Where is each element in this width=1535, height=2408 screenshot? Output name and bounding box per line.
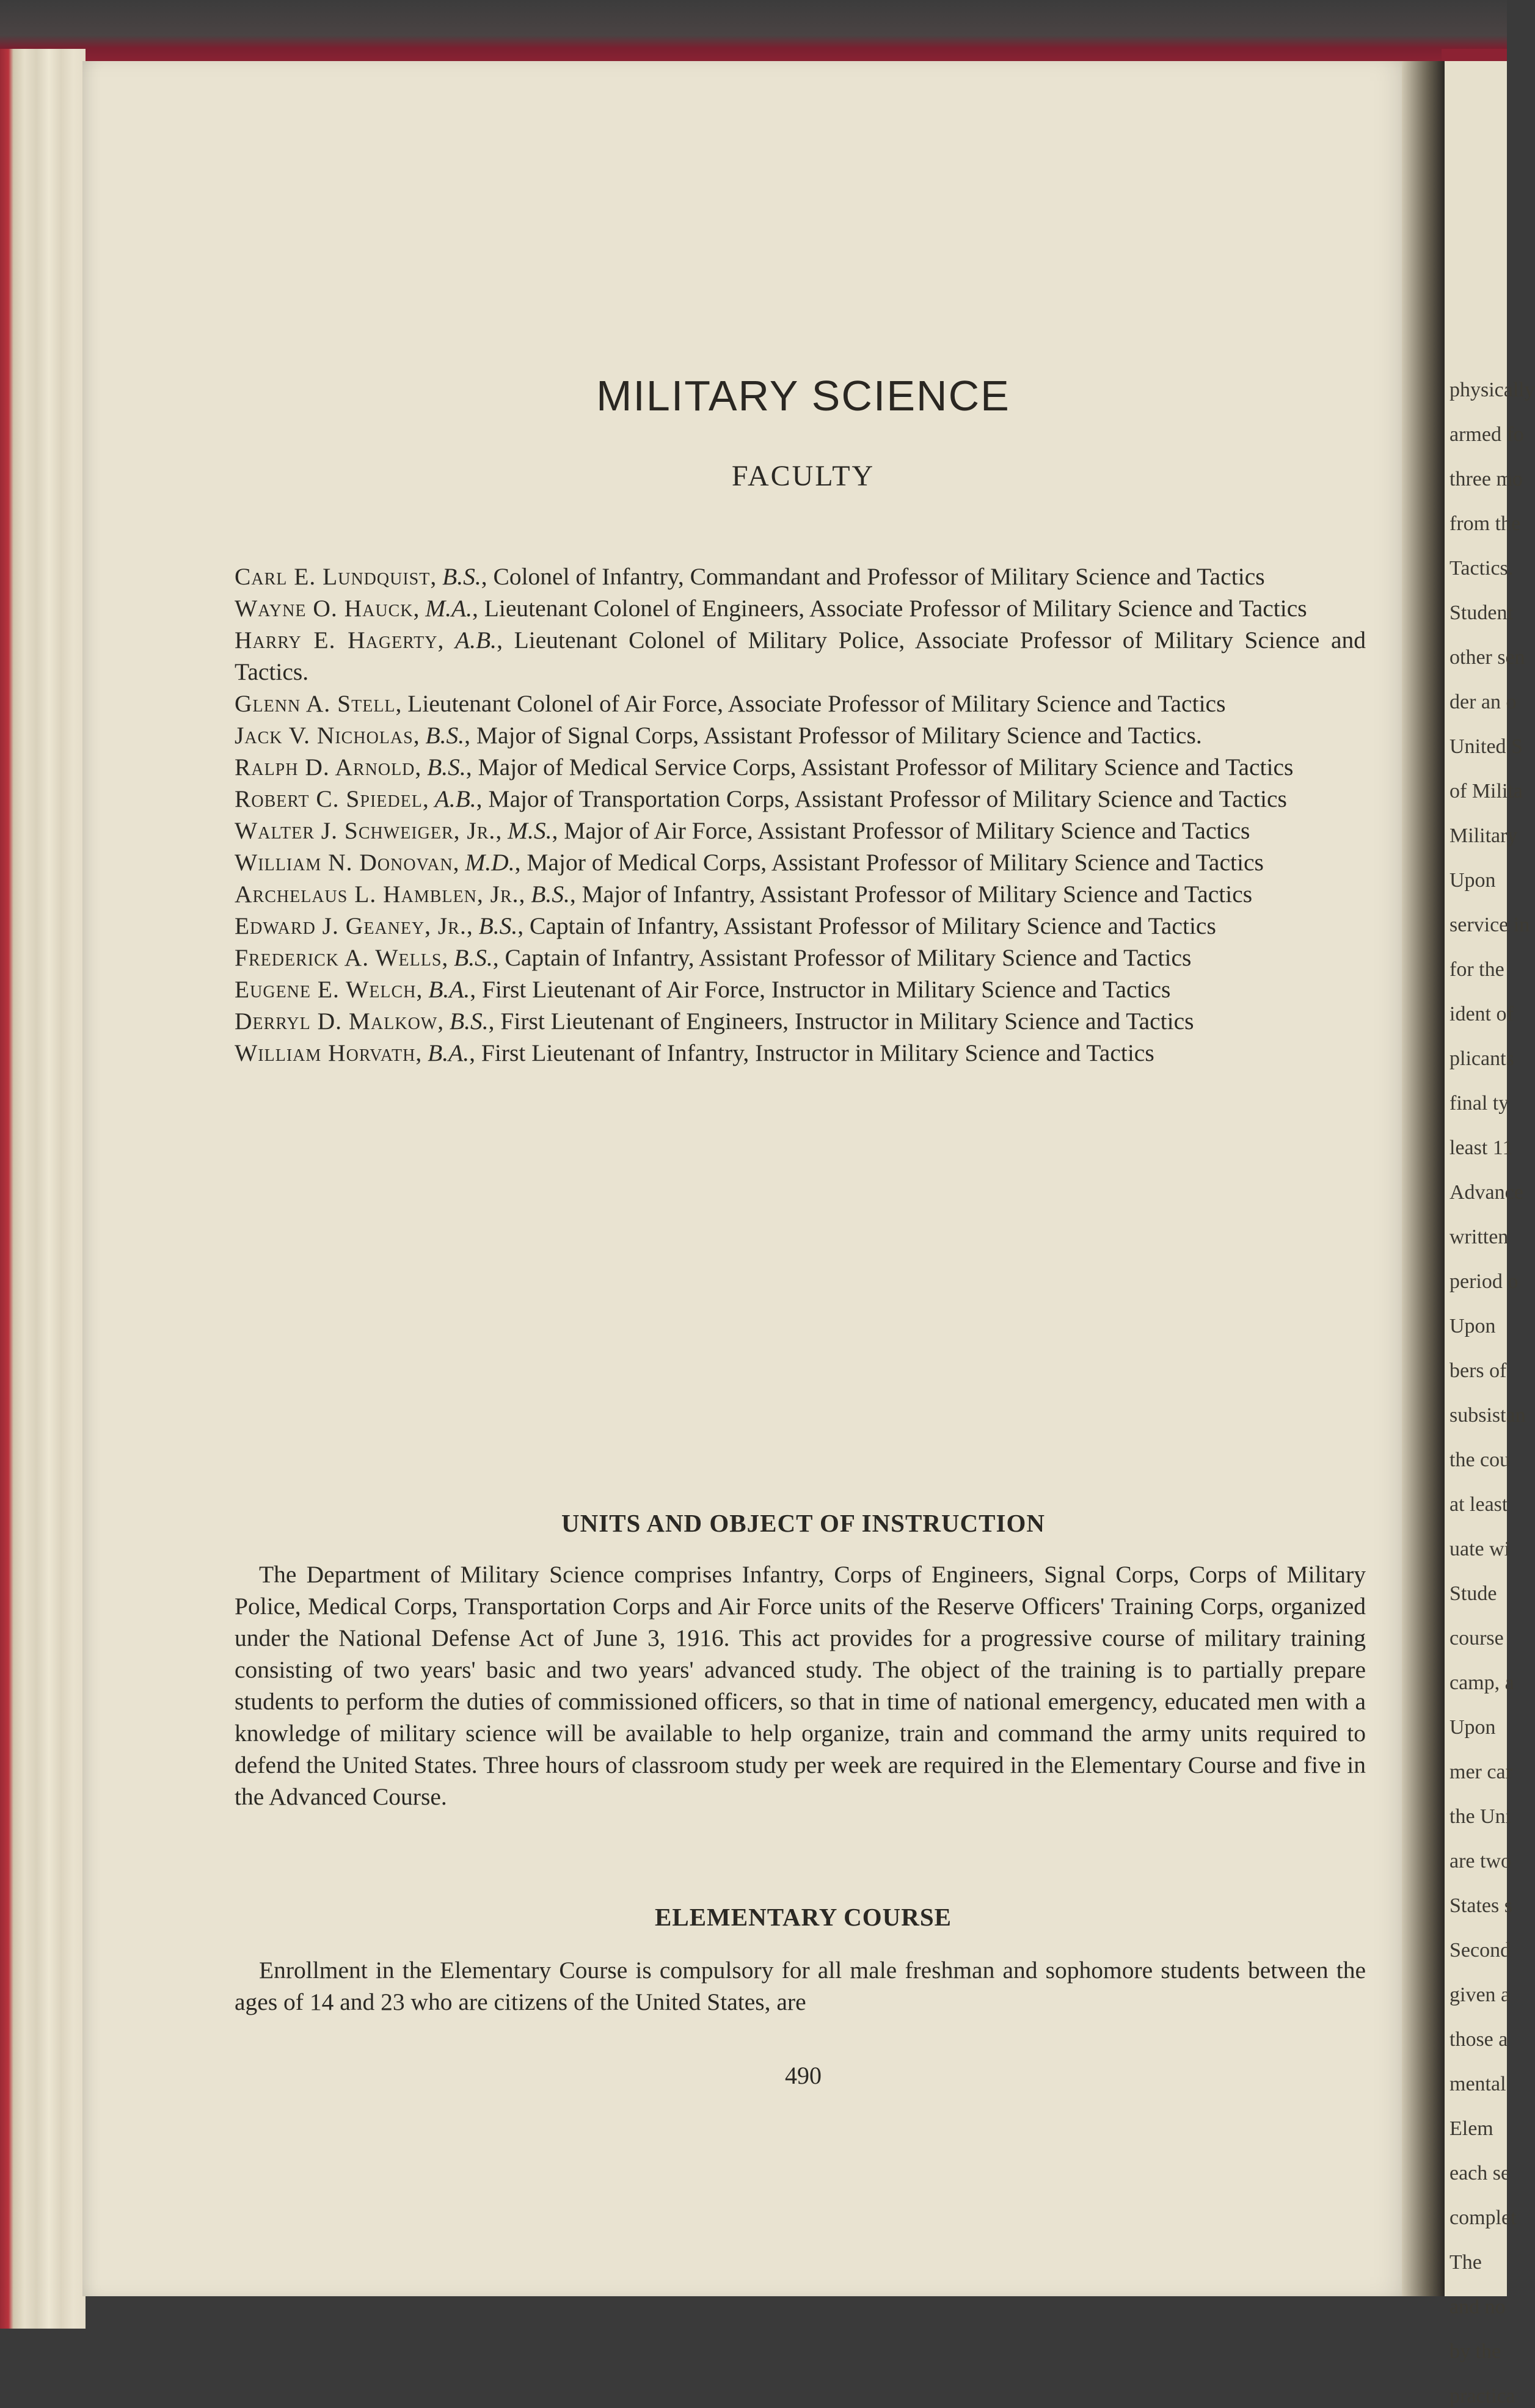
faculty-entry: Eugene E. Welch, B.A., First Lieutenant of Air Force, Instructor in Military Science and Tactics [235, 976, 1171, 1003]
next-page-fragment: Stude [1449, 1582, 1497, 1605]
faculty-degree: A.B. [434, 785, 476, 812]
next-page-fragment: Military [1449, 824, 1518, 847]
next-page-fragment: Student [1449, 602, 1513, 624]
next-page-fragment: bers of [1449, 1359, 1507, 1382]
next-page-fragment: ident of [1449, 1003, 1514, 1025]
faculty-name: William N. Donovan [235, 849, 453, 876]
page-number: 490 [785, 2062, 822, 2089]
next-page-fragment: The [1449, 2251, 1482, 2274]
next-page-fragment: three mo [1449, 468, 1523, 490]
next-page-fragment: written [1449, 1226, 1509, 1248]
faculty-name: Derryl D. Malkow [235, 1008, 438, 1035]
faculty-title: Major of Transportation Corps, Assistant Professor of Military Science and Tactics [488, 785, 1287, 812]
faculty-degree: B.S. [442, 563, 481, 590]
faculty-name: Harry E. Hagerty [235, 627, 438, 653]
faculty-entry: Wayne O. Hauck, M.A., Lieutenant Colonel of Engineers, Associate Professor of Military Science and Tactics [235, 595, 1307, 622]
faculty-degree: A.B. [455, 627, 497, 653]
units-heading: UNITS AND OBJECT OF INSTRUCTION [561, 1509, 1045, 1537]
book-top-edge [0, 0, 1507, 64]
elementary-paragraph: Enrollment in the Elementary Course is compulsory for all male freshman and sophomore students between the ages of 14 and 23 who are citizens of the United States, are [235, 1957, 1366, 2015]
faculty-name: Edward J. Geaney, Jr. [235, 912, 467, 939]
next-page-fragment: practica [1449, 2385, 1515, 2407]
faculty-degree: B.S. [425, 722, 465, 749]
faculty-title: First Lieutenant of Infantry, Instructor in Military Science and Tactics [481, 1039, 1154, 1066]
faculty-degree: M.A. [425, 595, 473, 622]
faculty-title: Major of Signal Corps, Assistant Professor of Military Science and Tactics. [476, 722, 1202, 749]
faculty-entry: Harry E. Hagerty, A.B., Lieutenant Colonel of Military Police, Associate Professor of Military Science and Tactics. [235, 627, 1366, 685]
next-page-fragment: least 11 [1449, 1137, 1513, 1159]
next-page-fragment: period o [1449, 1270, 1519, 1293]
faculty-entry: Glenn A. Stell, Lieutenant Colonel of Air Force, Associate Professor of Military Science and Tactics [235, 690, 1226, 717]
next-page-fragment: and no [1449, 2296, 1506, 2318]
next-page-fragment: final ty [1449, 1092, 1509, 1115]
faculty-degree: B.A. [428, 976, 470, 1003]
faculty-title: Major of Air Force, Assistant Professor of Military Science and Tactics [564, 817, 1250, 844]
faculty-entry: Carl E. Lundquist, B.S., Colonel of Infantry, Commandant and Professor of Military Science and Tactics [235, 563, 1265, 590]
next-page-fragment: camp, a [1449, 1671, 1514, 1694]
faculty-list [235, 561, 1366, 1069]
faculty-entry: Ralph D. Arnold, B.S., Major of Medical Service Corps, Assistant Professor of Military Science and Tactics [235, 754, 1294, 780]
faculty-entry: Frederick A. Wells, B.S., Captain of Infantry, Assistant Professor of Military Science and Tactics [235, 944, 1192, 971]
faculty-name: Wayne O. Hauck [235, 595, 414, 622]
faculty-name: William Horvath [235, 1039, 416, 1066]
faculty-title: Colonel of Infantry, Commandant and Professor of Military Science and Tactics [493, 563, 1265, 590]
faculty-degree: B.A. [428, 1039, 470, 1066]
faculty-degree: B.S. [449, 1008, 489, 1035]
faculty-entry: Robert C. Spiedel, A.B., Major of Transportation Corps, Assistant Professor of Military Science and Tactics [235, 785, 1287, 812]
next-page-fragment: the Uni [1449, 1805, 1512, 1828]
next-page-fragment: complet [1449, 2206, 1517, 2229]
faculty-name: Jack V. Nicholas [235, 722, 414, 749]
next-page-fragment: course [1449, 1627, 1504, 1650]
next-page-fragment: Elem [1449, 2117, 1493, 2140]
faculty-name: Frederick A. Wells [235, 944, 442, 971]
faculty-degree: B.S. [427, 754, 466, 780]
next-page-fragment: mental [1449, 2073, 1506, 2095]
next-page-fragment: mer car [1449, 1761, 1512, 1783]
next-page-fragment: plicants [1449, 1047, 1514, 1070]
next-page-fragment: Upon [1449, 869, 1496, 892]
faculty-name: Archelaus L. Hamblen, Jr. [235, 881, 519, 908]
next-page-fragment: for the [1449, 958, 1504, 981]
next-page-fragment: at least [1449, 1493, 1508, 1516]
faculty-name: Carl E. Lundquist [235, 563, 431, 590]
next-page-fragment: given a [1449, 1984, 1511, 2006]
faculty-degree: M.S. [508, 817, 552, 844]
faculty-title: First Lieutenant of Air Force, Instructor in Military Science and Tactics [481, 976, 1171, 1003]
faculty-entry: Derryl D. Malkow, B.S., First Lieutenant of Engineers, Instructor in Military Science and Tactics [235, 1008, 1194, 1035]
faculty-entry: Walter J. Schweiger, Jr., M.S., Major of Air Force, Assistant Professor of Military Science and Tactics [235, 817, 1250, 844]
faculty-degree: B.S. [478, 912, 518, 939]
next-page-fragment: service in [1449, 914, 1530, 936]
faculty-entry: William N. Donovan, M.D., Major of Medical Corps, Assistant Professor of Military Science and Tactics [235, 849, 1264, 876]
book-gutter [1402, 61, 1445, 2296]
faculty-title: Major of Medical Corps, Assistant Professor of Military Science and Tactics [527, 849, 1264, 876]
book-page-edges [0, 49, 86, 2329]
faculty-entry: Jack V. Nicholas, B.S., Major of Signal Corps, Assistant Professor of Military Science and Tactics. [235, 722, 1202, 749]
elementary-heading: ELEMENTARY COURSE [655, 1903, 952, 1931]
next-page-fragment: those a [1449, 2028, 1508, 2051]
faculty-name: Robert C. Spiedel [235, 785, 423, 812]
next-page-fragment: Upon [1449, 1716, 1496, 1739]
faculty-entry: Archelaus L. Hamblen, Jr., B.S., Major of Infantry, Assistant Professor of Military Science and Tactics [235, 881, 1253, 908]
faculty-name: Ralph D. Arnold [235, 754, 415, 780]
faculty-title: First Lieutenant of Engineers, Instructor in Military Science and Tactics [500, 1008, 1194, 1035]
next-page-fragment: States s [1449, 1894, 1512, 1917]
next-page-fragment: other sen [1449, 646, 1525, 669]
next-page-fragment: Second [1449, 1939, 1511, 1962]
next-page-fragment: each se [1449, 2162, 1511, 2184]
faculty-name: Glenn A. Stell [235, 690, 396, 717]
next-page-fragment: armed fo [1449, 423, 1524, 446]
next-page-fragment: physically [1449, 379, 1535, 401]
faculty-name: Eugene E. Welch [235, 976, 417, 1003]
next-page-fragment: from the [1449, 512, 1521, 535]
units-paragraph: The Department of Military Science comprises Infantry, Corps of Engineers, Signal Corps, Corps of Military Police, Medical Corps, Transportation Corps and Air Force units of the Reserve Officers' Training Corps, organized under the National Defense Act of June 3, 1916. This act provides for a progressive course of military training consisting of two years' basic and two years' advanced study. The object of the training is to partially prepare students to perform the duties of commissioned officers, so that in time of national emergency, educated men with a knowledge of military science will be available to help organize, train and command the army units required to defend the United States. Three hours of classroom study per week are required in the Elementary Course and five in the Advanced Course. [235, 1561, 1366, 1810]
faculty-degree: B.S. [531, 881, 570, 908]
faculty-title: Lieutenant Colonel of Engineers, Associate Professor of Military Science and Tactics [484, 595, 1307, 622]
faculty-title: Lieutenant Colonel of Military Police, Associate Professor of Military Science and Tactics. [235, 627, 1366, 685]
units-section [235, 1559, 1366, 1813]
faculty-entry: William Horvath, B.A., First Lieutenant of Infantry, Instructor in Military Science and Tactics [235, 1039, 1154, 1066]
next-page-edge [1445, 61, 1535, 2407]
next-page-fragment: uate wi [1449, 1538, 1511, 1560]
faculty-title: Captain of Infantry, Assistant Professor of Military Science and Tactics [505, 944, 1192, 971]
page-title: MILITARY SCIENCE [596, 372, 1010, 420]
next-page-fragment: Advance [1449, 1181, 1523, 1204]
next-page-fragment: der an o [1449, 691, 1517, 713]
next-page-fragment: Tactics. [1449, 557, 1514, 580]
faculty-name: Walter J. Schweiger, Jr. [235, 817, 496, 844]
faculty-entry: Edward J. Geaney, Jr., B.S., Captain of Infantry, Assistant Professor of Military Science and Tactics [235, 912, 1216, 939]
faculty-degree: B.S. [454, 944, 493, 971]
elementary-section [235, 1954, 1366, 2018]
faculty-heading: FACULTY [731, 460, 875, 492]
faculty-title: Major of Medical Service Corps, Assistant Professor of Military Science and Tactics [478, 754, 1294, 780]
next-page-fragment: United S [1449, 735, 1523, 758]
faculty-title: Major of Infantry, Assistant Professor of Military Science and Tactics [582, 881, 1253, 908]
next-page-fragment: are two [1449, 1850, 1512, 1872]
faculty-title: Lieutenant Colonel of Air Force, Associate Professor of Military Science and Tactics [407, 690, 1226, 717]
faculty-title: Captain of Infantry, Assistant Professor of Military Science and Tactics [530, 912, 1216, 939]
next-page-fragment: subsistan [1449, 1404, 1526, 1427]
next-page-fragment: of Milita [1449, 780, 1523, 802]
next-page-fragment: Upon [1449, 1315, 1496, 1337]
faculty-degree: M.D. [465, 849, 515, 876]
next-page-fragment: by the [1449, 2340, 1501, 2363]
next-page-fragment: the cou [1449, 1449, 1511, 1471]
